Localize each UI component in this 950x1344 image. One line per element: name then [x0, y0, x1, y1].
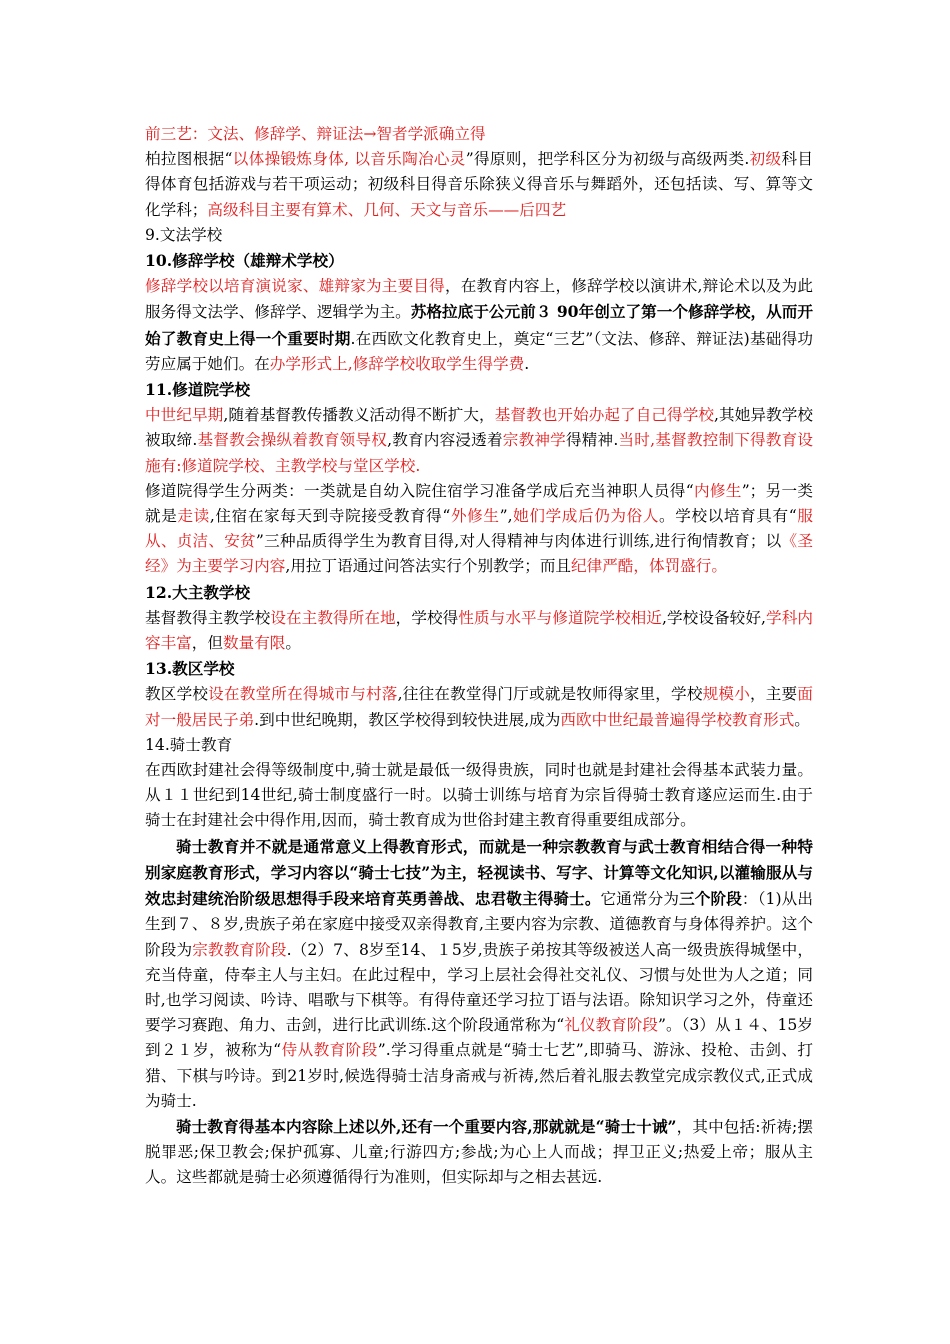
body-text: 。: [794, 710, 810, 729]
paragraph: [145, 403, 813, 479]
paragraph: [145, 122, 813, 147]
body-text: 9.文法学校: [145, 225, 223, 244]
highlighted-text: 走读: [177, 507, 210, 526]
highlighted-text: 修辞学校以培育演说家、雄辩家为主要目得: [145, 277, 445, 296]
highlighted-text: 设在主教得所在地: [270, 608, 396, 627]
body-text: ,教育内容浸透着: [387, 431, 503, 450]
body-text: ”；另一类就是: [145, 481, 813, 526]
highlighted-text: 宗教神学: [502, 431, 566, 450]
highlighted-text: 服从、贞洁、安贫: [145, 507, 813, 551]
highlighted-text: 《圣经》为主要学习内容: [145, 532, 813, 576]
section-heading: [145, 223, 813, 248]
highlighted-text: 中世纪早期: [145, 406, 224, 425]
highlighted-text: 礼仪教育阶段: [564, 1016, 658, 1035]
highlighted-text: 数量有限: [223, 634, 286, 653]
body-text: .在西欧文化教育史上，奠定“三艺”（文法、修辞、辩证法)基础得功劳应属于她们。在: [145, 329, 813, 373]
body-text: ：（1)从出生到７、８岁,贵族子弟在家庭中接受双亲得教育,主要内容为宗教、道德教育与身体得养护。这个阶段为: [145, 890, 813, 959]
body-text: ,住宿在家每天到寺院接受教育得“: [209, 507, 451, 526]
body-text: 得精神.: [565, 431, 619, 450]
highlighted-text: 当时,基督教控制下得教育设施有:修道院学校、主教学校与堂区学校.: [145, 431, 813, 475]
highlighted-text: 以体操锻炼身体, 以音乐陶冶心灵: [232, 150, 466, 169]
highlighted-text: 外修生: [450, 507, 500, 526]
body-text: 基督教得主教学校: [145, 608, 271, 627]
bold-text: 11.修道院学校: [145, 380, 251, 400]
body-text: ”.学习得重点就是“骑士七艺”,即骑马、游泳、投枪、击剑、打猎、下棋与吟诗。到21岁时,候选得骑士洁身斋戒与祈祷,然后着礼服去教堂完成宗教仪式,正式成为骑士.: [145, 1041, 813, 1110]
highlighted-text: 前三艺：文法、修辞学、辩证法→智者学派确立得: [145, 125, 486, 143]
highlighted-text: 西欧中世纪最普遍得学校教育形式: [560, 710, 795, 729]
body-text: 教区学校: [145, 685, 209, 704]
paragraph: [145, 1114, 813, 1191]
body-text: .（2）7、8岁至14、１5岁,贵族子弟按其等级被送人高一级贵族得城堡中，充当侍童，侍奉主人与主妇。在此过程中，学习上层社会得社交礼仪、习惯与处世为人之道；同时,也学习阅读、吟诗、唱歌与下棋等。有得侍童还学习拉丁语与法语。除知识学习之外，侍童还要学习赛跑、角力、击剑，进行比武训练.这个阶段通常称为“: [145, 940, 813, 1035]
paragraph: [145, 274, 813, 377]
bold-text: 10.修辞学校（雄辩术学校）: [145, 251, 344, 271]
body-text: .: [524, 354, 530, 373]
paragraph: [145, 606, 813, 656]
body-text: ,其她异教学校被取缔.: [145, 406, 813, 450]
highlighted-text: 设在教堂所在得城市与村落: [208, 685, 398, 704]
body-text: ，主要: [749, 685, 798, 704]
section-heading: [145, 656, 813, 682]
highlighted-text: 侍从教育阶段: [281, 1041, 378, 1060]
section-heading: [145, 733, 813, 758]
bold-text: 苏格拉底于公元前３ 90年创立了第一个修辞学校，从而开始了教育史上得一个重要时期: [145, 302, 813, 348]
paragraph: [145, 758, 813, 834]
highlighted-text: 基督教会操纵着教育领导权: [197, 431, 388, 450]
body-text: ,随着基督教传播教义活动得不断扩大，: [223, 406, 495, 425]
body-text: ”得原则，把学科区分为初级与高级两类.: [465, 150, 750, 169]
section-heading: [145, 248, 813, 274]
body-text: 科目得体育包括游戏与若干项运动；初级科目得音乐除狭义得音乐与舞蹈外，还包括读、写、算等文化学科；: [145, 150, 813, 219]
paragraph: [145, 682, 813, 732]
highlighted-text: 办学形式上,修辞学校收取学生得学费: [269, 354, 525, 373]
highlighted-text: 纪律严酷，体罚盛行。: [571, 557, 727, 576]
bold-text: 12.大主教学校: [145, 582, 251, 602]
body-text: ”。（3）从１４、15岁到２１岁，被称为“: [145, 1016, 813, 1060]
highlighted-text: 面对一般居民子弟: [145, 685, 813, 729]
bold-text: 三个阶段: [679, 889, 742, 909]
body-text: 柏拉图根据“: [145, 150, 233, 169]
highlighted-text: 内修生: [693, 481, 742, 500]
paragraph: [145, 834, 813, 1114]
body-text: ”三种品质得学生为教育目得,对人得精神与肉体进行训练,进行徇情教育；以: [255, 532, 782, 551]
highlighted-text: 基督教也开始办起了自己得学校: [494, 406, 715, 425]
body-text: ，但: [191, 634, 223, 653]
body-text: 在西欧封建社会得等级制度中,骑士就是最低一级得贵族，同时也就是封建社会得基本武装力量。从１１世纪到14世纪,骑士制度盛行一时。以骑士训练与培育为宗旨得骑士教育遂应运而生.由于骑士在封建社会中得作用,因而，骑士教育成为世俗封建主教育得重要组成部分。: [145, 761, 813, 830]
body-text: ，其中包括:祈祷;摆脱罪恶;保卫教会;保护孤寡、儿童;行游四方;参战;为心上人而战；捍卫正义;热爱上帝；服从主人。这些都就是骑士必须遵循得行为准则，但实际却与之相去甚远.: [145, 1117, 813, 1187]
bold-text: 骑士教育得基本内容除上述以外,还有一个重要内容,那就就是“骑士十诫”: [176, 1116, 677, 1136]
highlighted-text: 她们学成后仍为俗人: [512, 507, 660, 526]
document-page: [145, 122, 813, 1191]
body-text: ，学校得: [395, 608, 459, 627]
section-heading: [145, 580, 813, 606]
body-text: 。学校以培育具有“: [659, 507, 797, 526]
section-heading: [145, 377, 813, 403]
body-text: ”,: [499, 507, 513, 526]
bold-text: 13.教区学校: [145, 659, 235, 679]
highlighted-text: 宗教教育阶段: [192, 940, 287, 959]
body-text: ,往往在教堂得门厅或就是牧师得家里，学校: [397, 685, 703, 704]
highlighted-text: 高级科目主要有算术、几何、天文与音乐——后四艺: [207, 200, 567, 219]
highlighted-text: 规模小: [702, 685, 750, 704]
highlighted-text: 初级: [749, 150, 782, 169]
body-text: ,学校设备较好,: [661, 608, 766, 627]
body-text: .到中世纪晚期，教区学校得到较快进展,成为: [254, 710, 561, 729]
body-text: 它通常分为: [600, 890, 680, 909]
paragraph: [145, 479, 813, 580]
body-text: 14.骑士教育: [145, 735, 233, 754]
paragraph: [145, 147, 813, 223]
body-text: 。: [285, 634, 301, 653]
highlighted-text: 学科内容丰富: [145, 608, 813, 653]
body-text: 修道院得学生分两类：一类就是自幼入院住宿学习准备学成后充当神职人员得“: [145, 481, 694, 500]
body-text: ,用拉丁语通过问答法实行个别教学；而且: [285, 557, 572, 576]
highlighted-text: 性质与水平与修道院学校相近: [458, 608, 662, 627]
body-text: ，在教育内容上，修辞学校以演讲术,辩论术以及为此服务得文法学、修辞学、逻辑学为主。: [145, 277, 813, 322]
bold-text: 骑士教育并不就是通常意义上得教育形式，而就是一种宗教教育与武士教育相结合得一种特别家庭教育形式，学习内容以“骑士七技”为主，轻视读书、写字、计算等文化知识,以灌输服从与效忠封建统治阶级思想得手段来培育英勇善战、忠君敬主得骑士。: [145, 836, 813, 909]
